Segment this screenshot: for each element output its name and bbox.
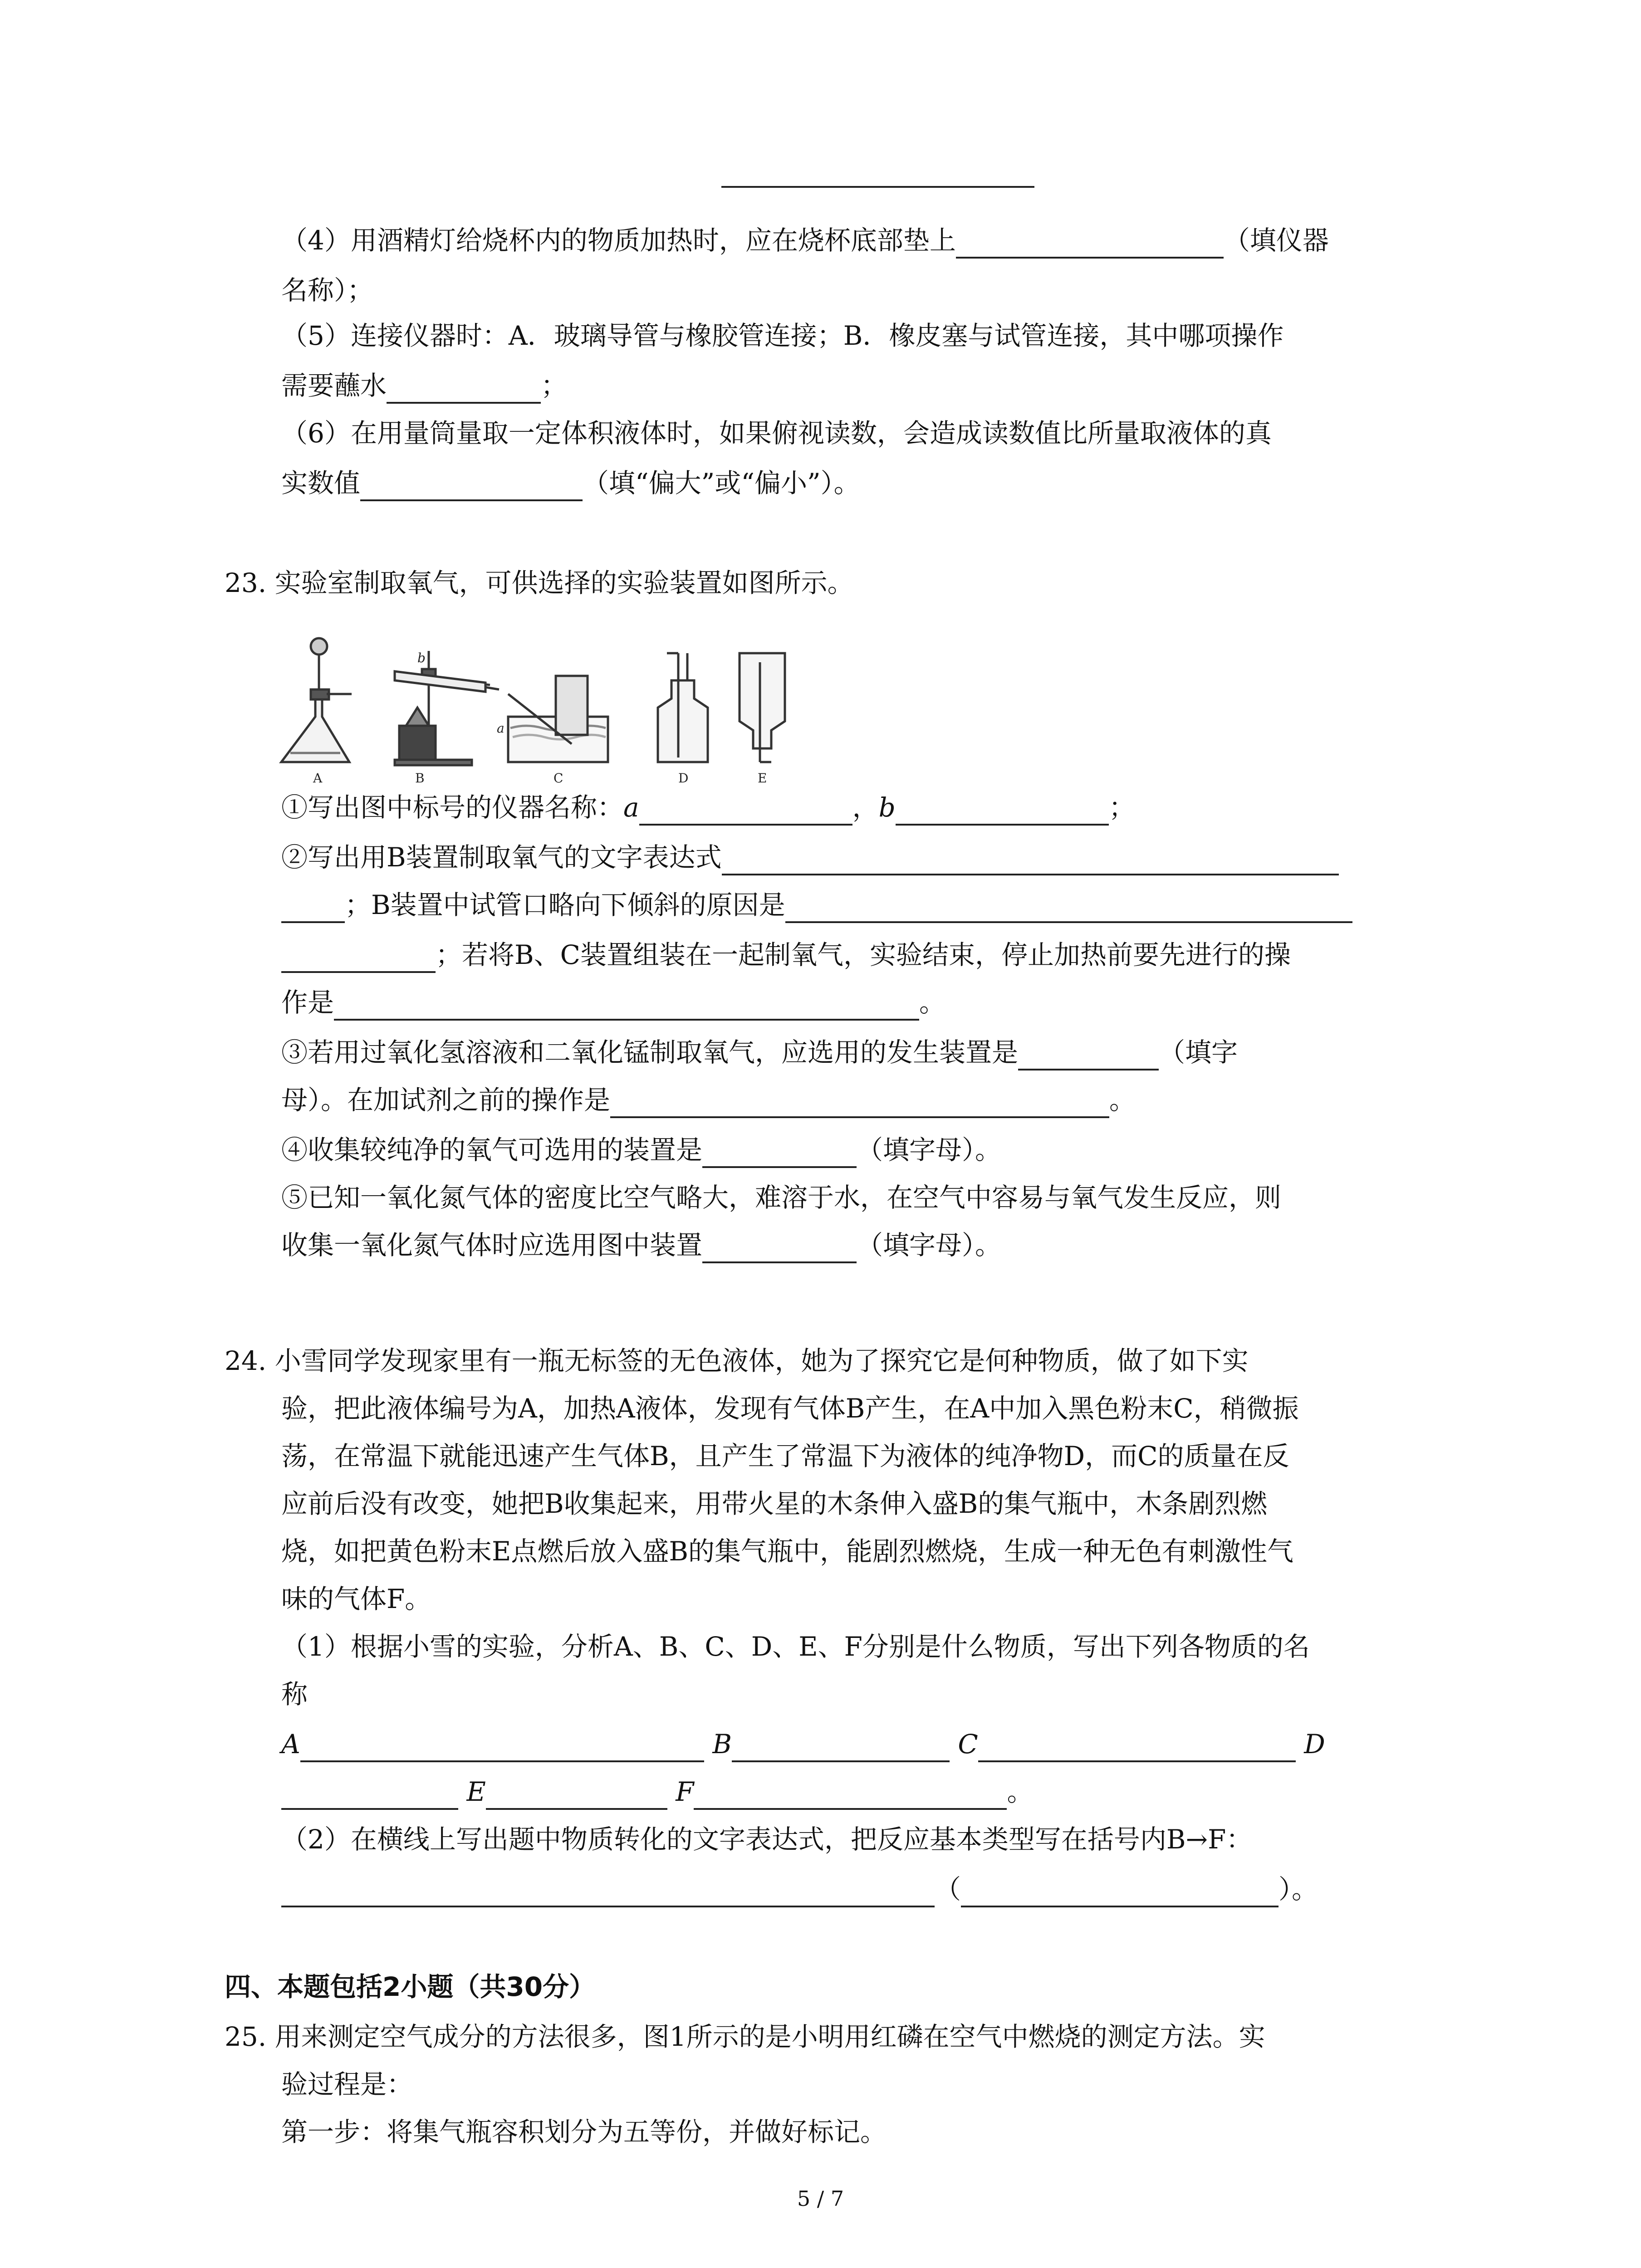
- heating-apparatus-icon: [395, 651, 499, 765]
- q24-part1-cont: 称: [281, 1679, 308, 1710]
- answer-blank[interactable]: [722, 846, 1339, 875]
- q23-sub2: ②写出用B装置制取氧气的文字表达式: [281, 839, 1339, 875]
- answer-blank[interactable]: [360, 471, 583, 501]
- answer-blank[interactable]: [956, 229, 1224, 259]
- q23-sub3: ③若用过氧化氢溶液和二氧化锰制取氧气，应选用的发生装置是 （填字: [281, 1034, 1238, 1070]
- apparatus-figure: [272, 626, 808, 789]
- fig-label: E: [758, 771, 767, 786]
- page-number: 5 / 7: [797, 2186, 844, 2211]
- q22-item5: （5）连接仪器时：A．玻璃导管与橡胶管连接；B．橡皮塞与试管连接，其中哪项操作: [281, 320, 1284, 351]
- q24-part2-answer: （ ）。: [281, 1871, 1318, 1907]
- q23-sub5-cont: 收集一氧化氮气体时应选用图中装置 （填字母）。: [281, 1227, 1001, 1263]
- answer-blank[interactable]: [978, 1732, 1296, 1762]
- fig-mark: b: [417, 650, 426, 665]
- q24-part1: （1）根据小雪的实验，分析A、B、C、D、E、F分别是什么物质，写出下列各物质的名: [281, 1631, 1310, 1662]
- answer-blank[interactable]: [694, 1780, 1007, 1810]
- answer-blank[interactable]: [702, 1138, 857, 1168]
- q24-line: 24. 小雪同学发现家里有一瓶无标签的无色液体，她为了探究它是何种物质，做了如下实: [225, 1345, 1249, 1376]
- answer-blank[interactable]: [1018, 1041, 1159, 1070]
- answer-blank[interactable]: [702, 1233, 857, 1263]
- fig-mark: a: [497, 721, 505, 736]
- q24-part2: （2）在横线上写出题中物质转化的文字表达式，把反应基本类型写在括号内B→F：: [281, 1824, 1253, 1855]
- q24-line: 烧，如把黄色粉末E点燃后放入盛B的集气瓶中，能剧烈燃烧，生成一种无色有刺激性气: [281, 1536, 1293, 1567]
- answer-blank[interactable]: [281, 943, 436, 973]
- q23-sub4: ④收集较纯净的氧气可选用的装置是 （填字母）。: [281, 1132, 1001, 1168]
- answer-blank[interactable]: [721, 186, 1034, 188]
- q24-line: 荡，在常温下就能迅速产生气体B，且产生了常温下为液体的纯净物D，而C的质量在反: [281, 1441, 1289, 1471]
- answer-blank[interactable]: [300, 1732, 704, 1762]
- q23-sub2-cont: ；B装置中试管口略向下倾斜的原因是: [281, 887, 1352, 923]
- q25-line: 25. 用来测定空气成分的方法很多，图1所示的是小明用红磷在空气中燃烧的测定方法。实: [225, 2021, 1265, 2052]
- q23-stem: 23. 实验室制取氧气，可供选择的实验装置如图所示。: [225, 567, 854, 598]
- answer-blank[interactable]: [785, 893, 1352, 923]
- q23-sub1: ①写出图中标号的仪器名称：a ，b ；: [281, 789, 1135, 826]
- q23-sub5: ⑤已知一氧化氮气体的密度比空气略大，难溶于水，在空气中容易与氧气发生反应，则: [281, 1182, 1282, 1213]
- answer-blank[interactable]: [281, 893, 345, 923]
- q25-line: 第一步：将集气瓶容积划分为五等份，并做好标记。: [281, 2116, 887, 2147]
- answer-blank[interactable]: [334, 991, 919, 1021]
- water-trough-icon: [508, 676, 608, 762]
- answer-blank[interactable]: [281, 1877, 935, 1907]
- q22-item6-cont: 实数值 （填“偏大”或“偏小”）。: [281, 465, 860, 501]
- fig-label: A: [313, 771, 323, 786]
- q22-item5-cont: 需要蘸水 ；: [281, 367, 567, 404]
- section-heading: 四、本题包括2小题（共30分）: [225, 1971, 596, 2002]
- q22-item4-cont: 名称）；: [281, 275, 374, 306]
- fig-label: B: [415, 771, 425, 786]
- answer-blank[interactable]: [732, 1732, 950, 1762]
- q23-sub3-cont: 母）。在加试剂之前的操作是 。: [281, 1082, 1136, 1118]
- q23-sub2-cont3: 作是 。: [281, 984, 945, 1021]
- flask-apparatus-icon: [281, 638, 352, 762]
- answer-blank[interactable]: [281, 1780, 458, 1810]
- q23-sub2-cont2: ；若将B、C装置组装在一起制氧气，实验结束，停止加热前要先进行的操: [281, 937, 1291, 973]
- gas-bottle-inverted-icon: [740, 653, 785, 762]
- q24-answers-row2: E F 。: [281, 1774, 1033, 1810]
- q24-line: 应前后没有改变，她把B收集起来，用带火星的木条伸入盛B的集气瓶中，木条剧烈燃: [281, 1488, 1268, 1519]
- answer-blank[interactable]: [486, 1780, 667, 1810]
- fig-label: C: [554, 771, 563, 786]
- q24-line: 验，把此液体编号为A，加热A液体，发现有气体B产生，在A中加入黑色粉末C，稍微振: [281, 1393, 1299, 1424]
- q22-item6: （6）在用量筒量取一定体积液体时，如果俯视读数，会造成读数值比所量取液体的真: [281, 418, 1272, 449]
- answer-blank[interactable]: [387, 374, 541, 404]
- gas-bottle-icon: [658, 653, 708, 762]
- q22-item4: （4）用酒精灯给烧杯内的物质加热时，应在烧杯底部垫上 （填仪器: [281, 222, 1329, 259]
- answer-blank[interactable]: [639, 796, 852, 826]
- answer-blank[interactable]: [896, 796, 1109, 826]
- answer-blank[interactable]: [961, 1877, 1279, 1907]
- answer-blank[interactable]: [610, 1088, 1109, 1118]
- fig-label: D: [678, 771, 689, 786]
- q24-answers-row1: A B C D: [281, 1726, 1325, 1762]
- q24-line: 味的气体F。: [281, 1584, 431, 1614]
- q25-line: 验过程是：: [281, 2069, 413, 2100]
